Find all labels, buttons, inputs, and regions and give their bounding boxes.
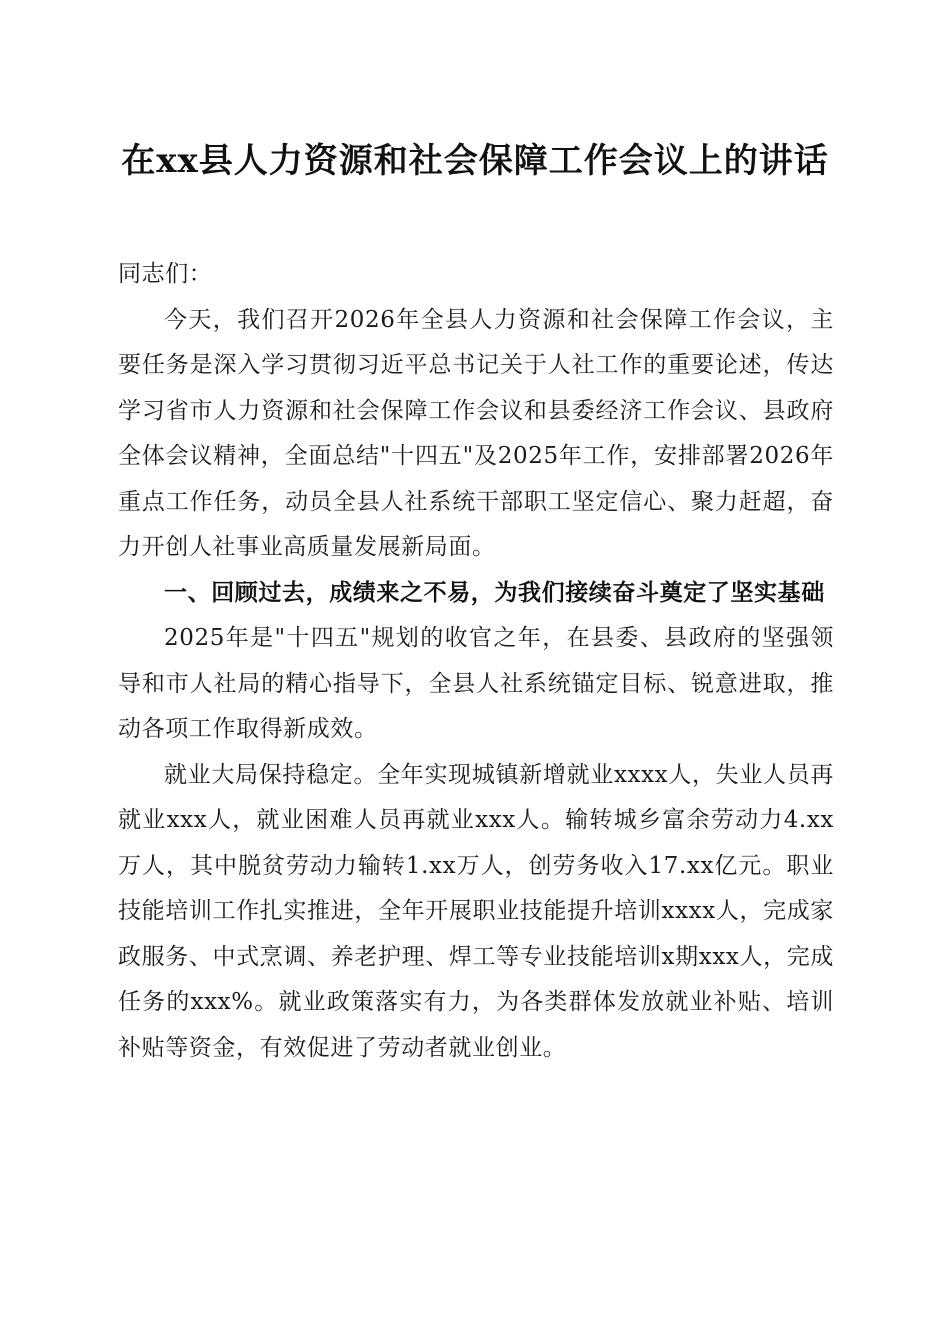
opening-paragraph: 今天，我们召开2026年全县人力资源和社会保障工作会议，主要任务是深入学习贯彻习近平总书记关于人社工作的重要论述，传达学习省市人力资源和社会保障工作会议和县委经济工作会议、县政府全体会议精神，全面总结"十四五"及2025年工作，安排部署2026年重点工作任务，动员全县人社系统干部职工坚定信心、聚力赶超，奋力开创人社事业高质量发展新局面。 [118,306,834,560]
body-paragraph: 就业大局保持稳定。全年实现城镇新增就业xxxx人，失业人员再就业xxx人，就业困难人员再就业xxx人。输转城乡富余劳动力4.xx万人，其中脱贫劳动力输转1.xx万人，创劳务收入17.xx亿元。职业技能培训工作扎实推进，全年开展职业技能提升培训xxxx人，完成家政服务、中式烹调、养老护理、焊工等专业技能培训x期xxx人，完成任务的xxx%。就业政策落实有力，为各类群体发放就业补贴、培训补贴等资金，有效促进了劳动者就业创业。 [118,761,834,1061]
body-paragraph: 2025年是"十四五"规划的收官之年，在县委、县政府的坚强领导和市人社局的精心指导下，全县人社系统锚定目标、锐意进取，推动各项工作取得新成效。 [118,625,834,742]
salutation: 同志们： [118,261,213,287]
section-heading: 一、回顾过去，成绩来之不易，为我们接续奋斗奠定了坚实基础 [164,579,825,606]
document-title: 在xx县人力资源和社会保障工作会议上的讲话 [121,141,829,181]
document-body [118,252,834,1071]
